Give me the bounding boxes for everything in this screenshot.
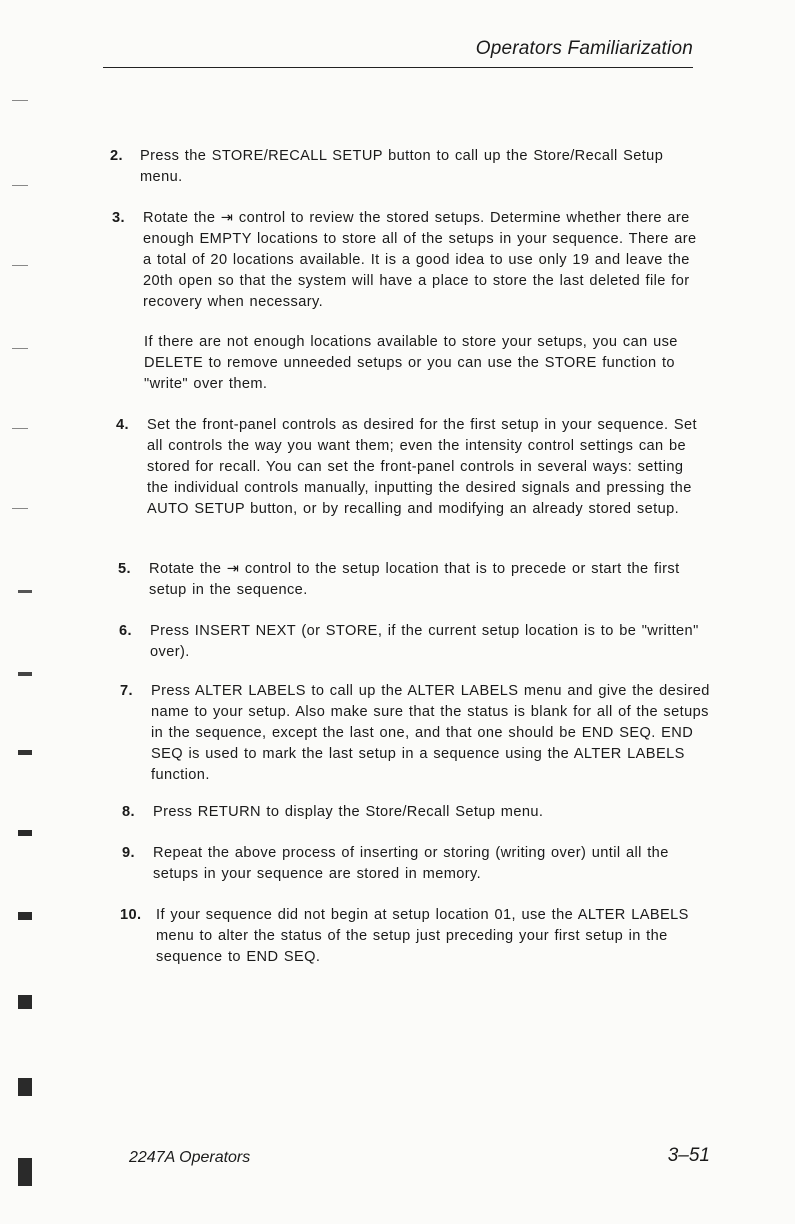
step-text: Set the front-panel controls as desired for the first setup in your sequence. Set all controls the way you want them; even the intensity control settings can be stored for recall. You can set the front-panel controls in several ways: setting the individual controls manually, inputting the desired signals and pressing the AUTO SETUP button, or by recalling and modifying an already stored setup.: [147, 417, 697, 517]
step-number: 6.: [119, 623, 132, 639]
step-number: 8.: [122, 804, 135, 820]
step-number: 10.: [120, 907, 142, 923]
step-number: 7.: [120, 683, 133, 699]
list-item: [119, 621, 709, 663]
page-number: 3–51: [667, 1145, 710, 1166]
list-item: [122, 843, 712, 885]
step-number: 2.: [110, 148, 123, 164]
list-item: [122, 802, 712, 823]
step-text: Press INSERT NEXT (or STORE, if the current setup location is to be "written" over).: [150, 623, 699, 660]
step-text: Rotate the ⇥ control to the setup location that is to precede or start the first setup in the sequence.: [149, 561, 680, 598]
footer-manual-title: 2247A Operators: [129, 1149, 251, 1166]
step-text: Repeat the above process of inserting or storing (writing over) until all the setups in your sequence are stored in memory.: [153, 845, 669, 882]
step-number: 5.: [118, 561, 131, 577]
list-item: [110, 146, 700, 188]
list-item: [120, 905, 712, 968]
note-paragraph: If there are not enough locations available to store your setups, you can use DELETE to remove unneeded setups or you can use the STORE function to "write" over them.: [144, 334, 678, 392]
header-title: Operators Familiarization: [475, 38, 693, 59]
step-number: 9.: [122, 845, 135, 861]
step-text: Press ALTER LABELS to call up the ALTER LABELS menu and give the desired name to your setup. Also make sure that the status is blank for all of the setups in the sequence, except the last one, and that one should be END SEQ. END SEQ is used to mark the last setup in a sequence using the ALTER LABELS function.: [151, 683, 710, 783]
step-number: 4.: [116, 417, 129, 433]
step-number: 3.: [112, 210, 125, 226]
step-text: If your sequence did not begin at setup location 01, use the ALTER LABELS menu to alter the status of the setup just preceding your first setup in the sequence to END SEQ.: [156, 907, 689, 965]
step-text: Press the STORE/RECALL SETUP button to call up the Store/Recall Setup menu.: [140, 148, 664, 185]
header-rule: [103, 67, 693, 68]
step-text: Rotate the ⇥ control to review the stored setups. Determine whether there are enough EMPTY locations to store all of the setups in your sequence. There are a total of 20 locations available. It is a good idea to use only 19 and leave the 20th open so that the system will have a place to store the last deleted file for recovery when necessary.: [143, 210, 697, 310]
list-item: [118, 559, 708, 601]
list-item: [116, 415, 706, 520]
list-item: [120, 681, 710, 786]
step-text: Press RETURN to display the Store/Recall Setup menu.: [153, 804, 544, 820]
list-item: [112, 208, 702, 313]
